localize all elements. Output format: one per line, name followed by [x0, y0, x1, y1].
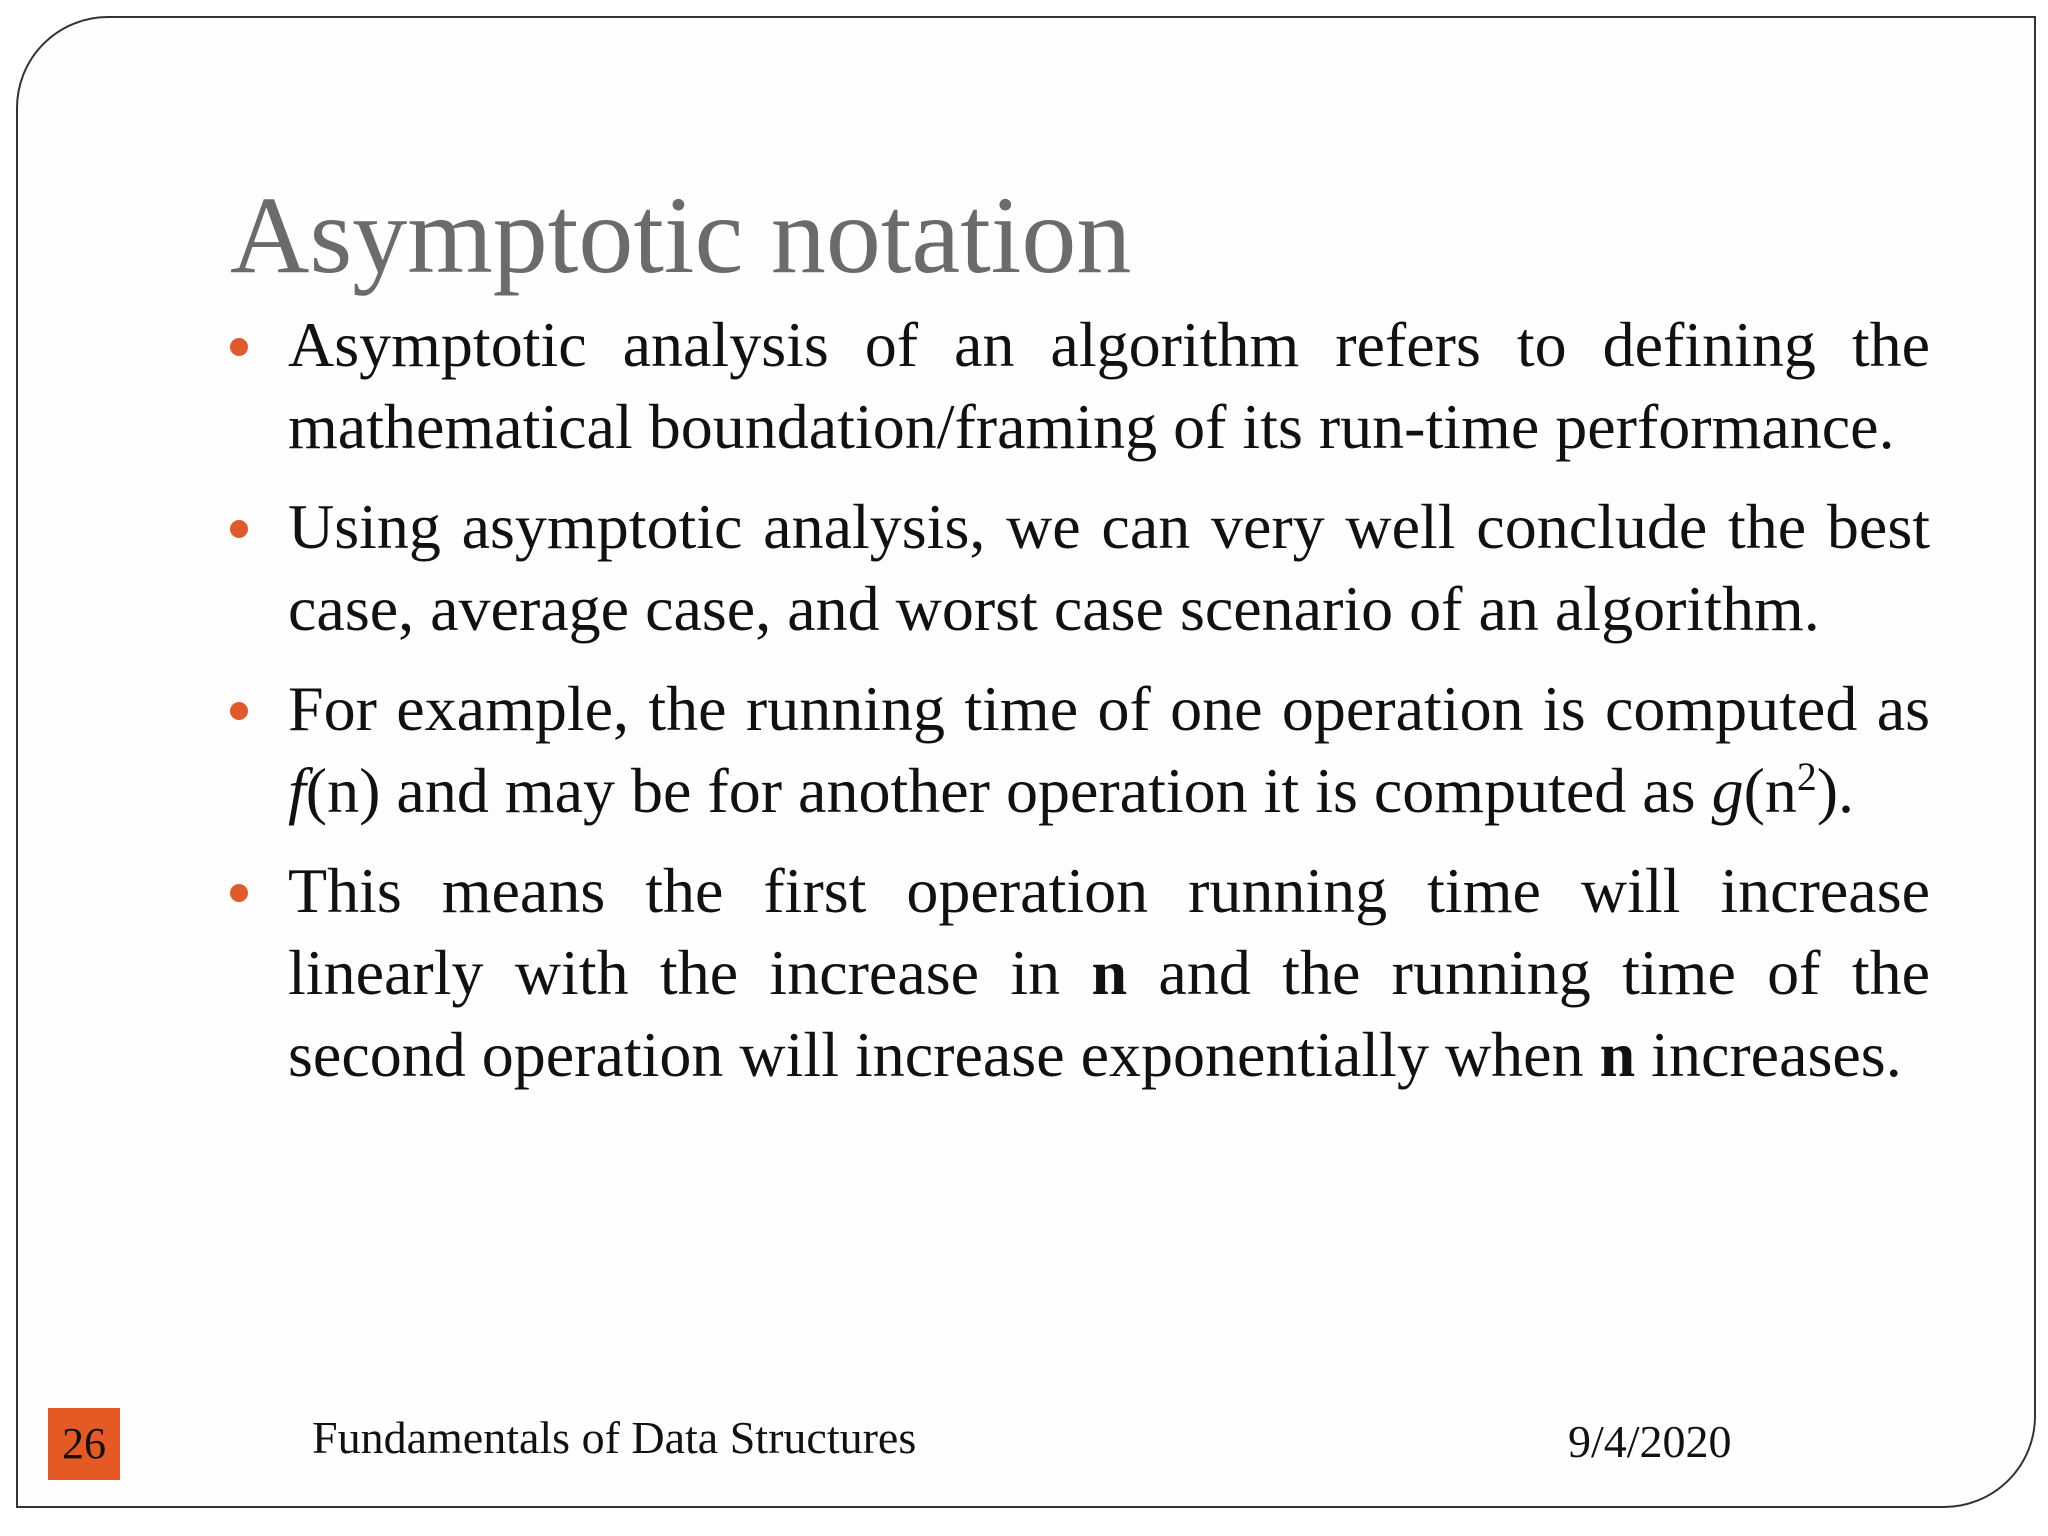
bullet-text-part: (n) and may be for another operation it is computed as: [305, 755, 1712, 826]
bullet-item: [230, 850, 1930, 1096]
bullet-text: Using asymptotic analysis, we can very well conclude the best case, average case, and worst case scenario of an algorithm.: [288, 491, 1930, 644]
bullet-text-part: ).: [1816, 755, 1855, 826]
bullet-text-part: and the running time of the second operation will increase exponentially when: [288, 937, 1931, 1090]
footer-course-title: Fundamentals of Data Structures: [312, 1412, 917, 1463]
bold-n: n: [1599, 1019, 1636, 1090]
bullet-dot-icon: [230, 884, 248, 902]
bullet-text-part: increases.: [1635, 1019, 1902, 1090]
slide-title: Asymptotic notation: [230, 174, 1132, 296]
function-g: g: [1711, 755, 1744, 826]
bullet-item: [230, 486, 1930, 650]
bullet-text-part: (n: [1743, 755, 1797, 826]
bullet-dot-icon: [230, 702, 248, 720]
bullet-item: [230, 304, 1930, 468]
page-number-badge: 26: [48, 1408, 120, 1480]
bullet-dot-icon: [230, 338, 248, 356]
bullet-text-part: For example, the running time of one operation is computed as: [288, 673, 1930, 744]
footer-date: 9/4/2020: [1568, 1416, 1732, 1467]
bold-n: n: [1091, 937, 1128, 1008]
exponent: 2: [1796, 755, 1817, 800]
slide-content: [230, 170, 1930, 1114]
function-f: f: [288, 755, 306, 826]
bullet-text: Asymptotic analysis of an algorithm refers to defining the mathematical boundation/framing of its run-time performance.: [288, 309, 1930, 462]
bullet-list: [230, 304, 1930, 1096]
bullet-text-part: This means the first operation running time will increase linearly with the increase in: [288, 855, 1930, 1008]
bullet-item: [230, 668, 1930, 832]
bullet-dot-icon: [230, 520, 248, 538]
